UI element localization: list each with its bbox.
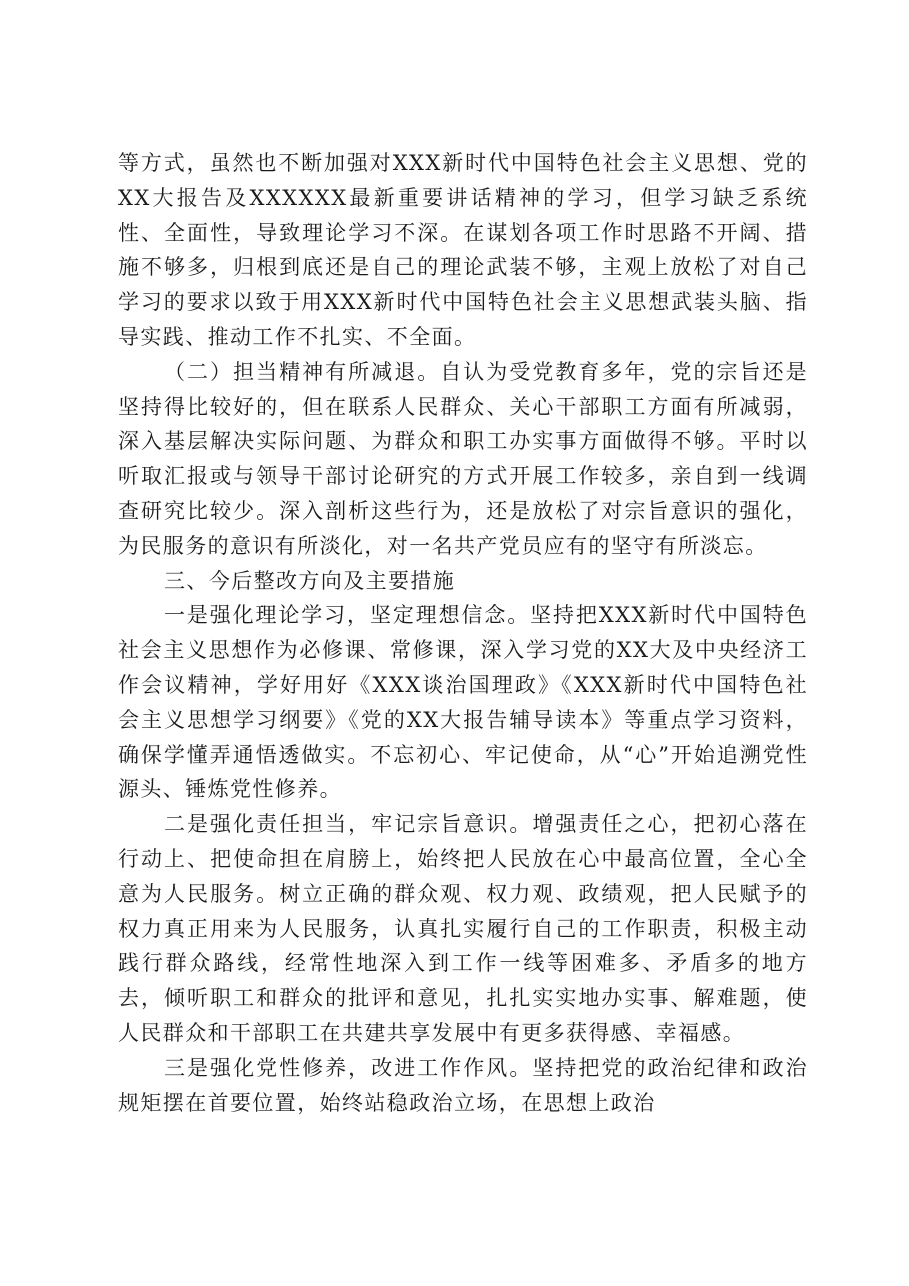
section-heading-three: 三、今后整改方向及主要措施 <box>164 568 456 593</box>
paragraph-section-two: （二）担当精神有所减退。自认为受党教育多年，党的宗旨还是坚持得比较好的，但在联系人民群众、关心干部职工方面有所减弱，深入基层解决实际问题、为群众和职工办实事方面做得不够。平时以听取汇报或与领导干部讨论研究的方式开展工作较多，亲自到一线调查研究比较少。深入剖析这些行为，还是放松了对宗旨意识的强化，为民服务的意识有所淡化，对一名共产党员应有的坚守有所淡忘。 <box>118 359 808 558</box>
paragraph-continuation: 等方式，虽然也不断加强对XXX新时代中国特色社会主义思想、党的XX大报告及XXXXXX最新重要讲话精神的学习，但学习缺乏系统性、全面性，导致理论学习不深。在谋划各项工作时思路不开阔、措施不够多，归根到底还是自己的理论武装不够，主观上放松了对自己学习的要求以致于用XXX新时代中国特色社会主义思想武装头脑、指导实践、推动工作不扎实、不全面。 <box>118 151 808 349</box>
paragraph-measure-three: 三是强化党性修养，改进工作作风。坚持把党的政治纪律和政治规矩摆在首要位置，始终站稳政治立场，在思想上政治 <box>118 1055 808 1115</box>
paragraph-measure-one: 一是强化理论学习，坚定理想信念。坚持把XXX新时代中国特色社会主义思想作为必修课、常修课，深入学习党的XX大及中央经济工作会议精神，学好用好《XXX谈治国理政》《XXX新时代中国特色社会主义思想学习纲要》《党的XX大报告辅导读本》等重点学习资料，确保学懂弄通悟透做实。不忘初心、牢记使命，从“心”开始追溯党性源头、锤炼党性修养。 <box>118 603 808 802</box>
document-body <box>118 146 808 1120</box>
paragraph-measure-two: 二是强化责任担当，牢记宗旨意识。增强责任之心，把初心落在行动上、把使命担在肩膀上，始终把人民放在心中最高位置，全心全意为人民服务。树立正确的群众观、权力观、政绩观，把人民赋予的权力真正用来为人民服务，认真扎实履行自己的工作职责，积极主动践行群众路线，经常性地深入到工作一线等困难多、矛盾多的地方去，倾听职工和群众的批评和意见，扎扎实实地办实事、解难题，使人民群众和干部职工在共建共享发展中有更多获得感、幸福感。 <box>118 812 808 1045</box>
